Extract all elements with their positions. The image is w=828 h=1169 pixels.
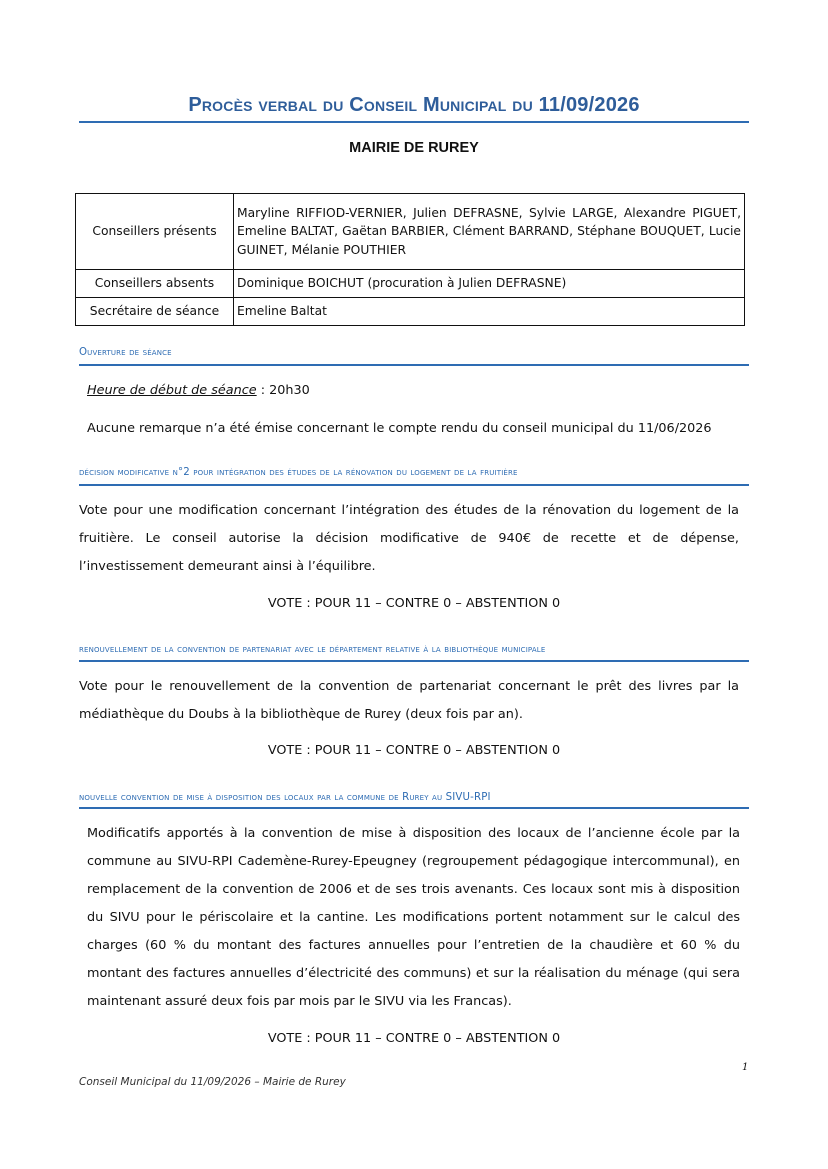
section-title-decision: décision modificative n°2 pour intégration des études de la rénovation du logement de la fruitière (79, 467, 518, 478)
section-divider (79, 807, 749, 809)
decision-text: Vote pour une modification concernant l’intégration des études de la rénovation du logement de la fruitière. Le conseil autorise la décision modificative de 940€ de recette et de dépense, l’investissement demeurant ainsi à l’équilibre. (79, 503, 739, 574)
convention-text: Modificatifs apportés à la convention de mise à disposition des locaux de l’ancienne école par la commune au SIVU-RPI Cademène-Rurey-Epeugney (regroupement pédagogique intercommunal), en remplacement de la convention de 2006 et de ses trois avenants. Ces locaux sont mis à disposition du SIVU pour le périscolaire et la cantine. Les modifications portent notamment sur le calcul des charges (60 % du montant des factures annuelles pour l’entretien de la chaudière et 60 % du montant des factures annuelles d’électricité des communs) et sur la réalisation du ménage (qui sera maintenant assuré deux fois par mois par le SIVU via les Francas). (87, 826, 740, 1009)
start-time-separator: : (256, 383, 270, 398)
row-label: Conseillers présents (76, 194, 234, 270)
attendance-table (75, 193, 745, 326)
table-row (76, 270, 745, 298)
row-value: Maryline RIFFIOD-VERNIER, Julien DEFRASNE, Sylvie LARGE, Alexandre PIGUET, Emeline BALTAT, Gaëtan BARBIER, Clément BARRAND, Stéphane BOUQUET, Lucie GUINET, Mélanie POUTHIER (234, 194, 745, 270)
start-time-line (87, 377, 749, 405)
table-row (76, 194, 745, 270)
section-divider (79, 484, 749, 486)
page-title: Procès verbal du Conseil Municipal du 11/09/2026 (188, 94, 640, 116)
section-title-opening: Ouverture de séance (79, 347, 172, 358)
title-divider (79, 121, 749, 123)
convention-vote: VOTE : POUR 11 – CONTRE 0 – ABSTENTION 0 (267, 1031, 561, 1046)
page-number: 1 (742, 1062, 749, 1073)
page-subtitle: MAIRIE DE RUREY (349, 140, 479, 156)
renewal-vote: VOTE : POUR 11 – CONTRE 0 – ABSTENTION 0 (267, 743, 561, 758)
row-value: Dominique BOICHUT (procuration à Julien DEFRASNE) (234, 270, 745, 298)
start-time-label: Heure de début de séance (87, 383, 257, 398)
page-footer: Conseil Municipal du 11/09/2026 – Mairie de Rurey (79, 1076, 346, 1088)
start-time-value: 20h30 (269, 383, 310, 398)
section-divider (79, 364, 749, 366)
decision-vote: VOTE : POUR 11 – CONTRE 0 – ABSTENTION 0 (267, 596, 561, 611)
section-title-convention: nouvelle convention de mise à disposition des locaux par la commune de Rurey au SIVU-RPI (79, 792, 491, 803)
row-label: Conseillers absents (76, 270, 234, 298)
row-label: Secrétaire de séance (76, 298, 234, 326)
section-divider (79, 660, 749, 662)
opening-remark: Aucune remarque n’a été émise concernant le compte rendu du conseil municipal du 11/06/2026 (87, 421, 712, 436)
table-row (76, 298, 745, 326)
renewal-text: Vote pour le renouvellement de la convention de partenariat concernant le prêt des livres par la médiathèque du Doubs à la bibliothèque de Rurey (deux fois par an). (79, 679, 739, 722)
section-title-renewal: renouvellement de la convention de partenariat avec le département relative à la bibliothèque municipale (79, 644, 546, 655)
row-value: Emeline Baltat (234, 298, 745, 326)
